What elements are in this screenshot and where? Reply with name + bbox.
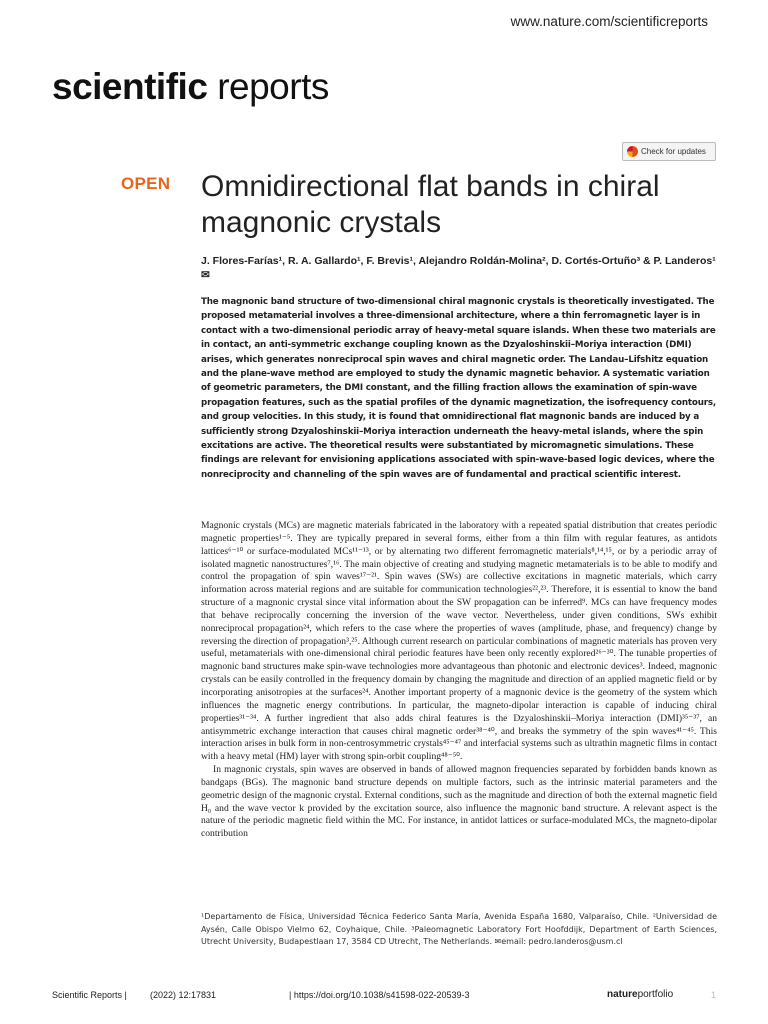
publisher-logo-bold: nature: [607, 989, 638, 1000]
publisher-logo: [607, 989, 673, 1000]
journal-logo-light: reports: [217, 66, 329, 107]
journal-logo-bold: scientific: [52, 66, 208, 107]
open-access-label: OPEN: [121, 174, 171, 193]
footer-doi-link[interactable]: | https://doi.org/10.1038/s41598-022-20539-3: [289, 990, 470, 1000]
affiliations: ¹Departamento de Física, Universidad Técnica Federico Santa María, Avenida España 1680, Valparaíso, Chile. ²Universidad de Aysén, Calle Obispo Vielmo 62, Coyhaique, Chile. ³Paleomagnetic Laboratory Fort Hoofddijk, Department of Earth Sciences, Utrecht University, Budapestlaan 17, 3584 CD Utrecht, The Netherlands. ✉email: pedro.landeros@usm.cl: [201, 912, 717, 946]
footer-volume: (2022) 12:17831: [150, 990, 217, 1000]
body-text: [201, 520, 717, 841]
check-for-updates-label: Check for updates: [641, 147, 706, 156]
publisher-logo-light: portfolio: [637, 989, 674, 1000]
abstract: The magnonic band structure of two-dimensional chiral magnonic crystals is theoretically investigated. The proposed metamaterial involves a three-dimensional architecture, where a thin ferromagnetic layer is in contact with a two-dimensional periodic array of heavy-metal square islands. When these two materials are in contact, an anti-symmetric exchange coupling known as the Dzyaloshinskii–Moriya interaction (DMI) arises, which generates nonreciprocal spin waves and chiral magnetic order. The Landau–Lifshitz equation and the plane-wave method are employed to study the dynamic magnetic behavior. A systematic variation of geometric parameters, the DMI constant, and the filling fraction allows the examination of spin-wave propagation features, such as the spatial profiles of the dynamic magnetization, the isofrequency contours, and group velocities. In this study, it is found that omnidirectional flat magnonic bands are induced by a sufficiently strong Dzyaloshinskii–Moriya interaction underneath the heavy-metal islands, where the spin excitations are active. The theoretical results were substantiated by micromagnetic simulations. These findings are relevant for envisioning applications associated with spin-wave-based logic devices, where the nonreciprocity and channeling of the spin waves are of fundamental and practical scientific interest.: [201, 297, 717, 480]
page-number: 1: [710, 990, 716, 1000]
footer-journal: Scientific Reports |: [52, 990, 127, 1000]
article-title: Omnidirectional flat bands in chiral magnonic crystals: [201, 170, 660, 239]
crossmark-icon: [627, 146, 638, 157]
check-for-updates-button[interactable]: [622, 142, 716, 161]
journal-url[interactable]: www.nature.com/scientificreports: [510, 14, 708, 29]
body-paragraph-1: Magnonic crystals (MCs) are magnetic materials fabricated in the laboratory with a repeated spatial distribution that creates periodic magnetic properties¹⁻⁵. They are typically prepared in several forms, either from a thin film with regular features, as antidots lattices⁶⁻¹⁰ or surface-modulated MCs¹¹⁻¹³, or by alternating two different ferromagnetic materials⁸,¹⁴,¹⁵, or by a periodic array of isolated magnetic nanostructures⁷,¹⁶. The main objective of creating and studying magnetic metamaterials is to be able to modify and control the propagation of spin waves¹⁷⁻²¹. Spin waves (SWs) are collective excitations in magnetic materials, which carry information across material regions and are suitable for communication technologies²²,²³. Therefore, it is essential to know the band structure of a magnonic crystal since vital information about the SW propagation can be inferred⁹. MCs can have frequency modes that behave reciprocally concerning the inversion of the wave vector. Nevertheless, under given conditions, SWs exhibit nonreciprocal propagation²⁴, which refers to the case where the properties of waves (amplitude, phase, and frequency) change by reversing the direction of propagation³,²⁵. Although current research on particular combinations of magnetic materials has proven very useful, metamaterials with one-dimensional chiral periodic features have been only recently explored²⁶⁻³⁰. The tunable properties of magnonic band structures make spin-wave technologies more advantageous than photonic and electronic devices³. Indeed, magnonic crystals can be easily controlled in the frequency domain by changing the magnitude and direction of an applied magnetic field or by incorporating anisotropies at the surfaces²⁴. Another important property of a magnonic device is the geometry of the system which influences the magnetic energy contributions. In particular, the magneto-dipolar interaction is capable of inducing chiral properties³¹⁻³⁴. A further ingredient that also adds chiral features is the Dzyaloshinskii–Moriya interaction (DMI)³⁵⁻³⁷, an antisymmetric exchange interaction that causes chiral magnetic order³⁸⁻⁴⁰, and breaks the symmetry of the spin waves⁴¹⁻⁴⁵. This interaction arises in bulk form in non-centrosymmetric crystals⁴⁵⁻⁴⁷ and interfacial systems such as ultrathin magnetic films in contact with a heavy metal (HM) layer with strong spin-orbit coupling⁴⁸⁻⁵⁰.: [201, 520, 717, 763]
author-list: J. Flores-Farías¹, R. A. Gallardo¹, F. Brevis¹, Alejandro Roldán-Molina², D. Cortés-Ortuño³ & P. Landeros¹✉: [201, 255, 716, 281]
journal-logo: [52, 66, 329, 108]
body-paragraph-2: In magnonic crystals, spin waves are observed in bands of allowed magnon frequencies separated by forbidden bands known as bandgaps (BGs). The magnonic band structure depends on multiple factors, such as the intrinsic material parameters and the geometric design of the magnonic crystal. External conditions, such as the magnitude and direction of both the external magnetic field H₀ and the wave vector k provided by the excitation source, also influence the magnonic band structure. A relevant aspect is the nature of the periodic magnetic field within the MC. For instance, in antidot lattices or surface-modulated MCs, the magneto-dipolar contribution: [201, 764, 717, 840]
